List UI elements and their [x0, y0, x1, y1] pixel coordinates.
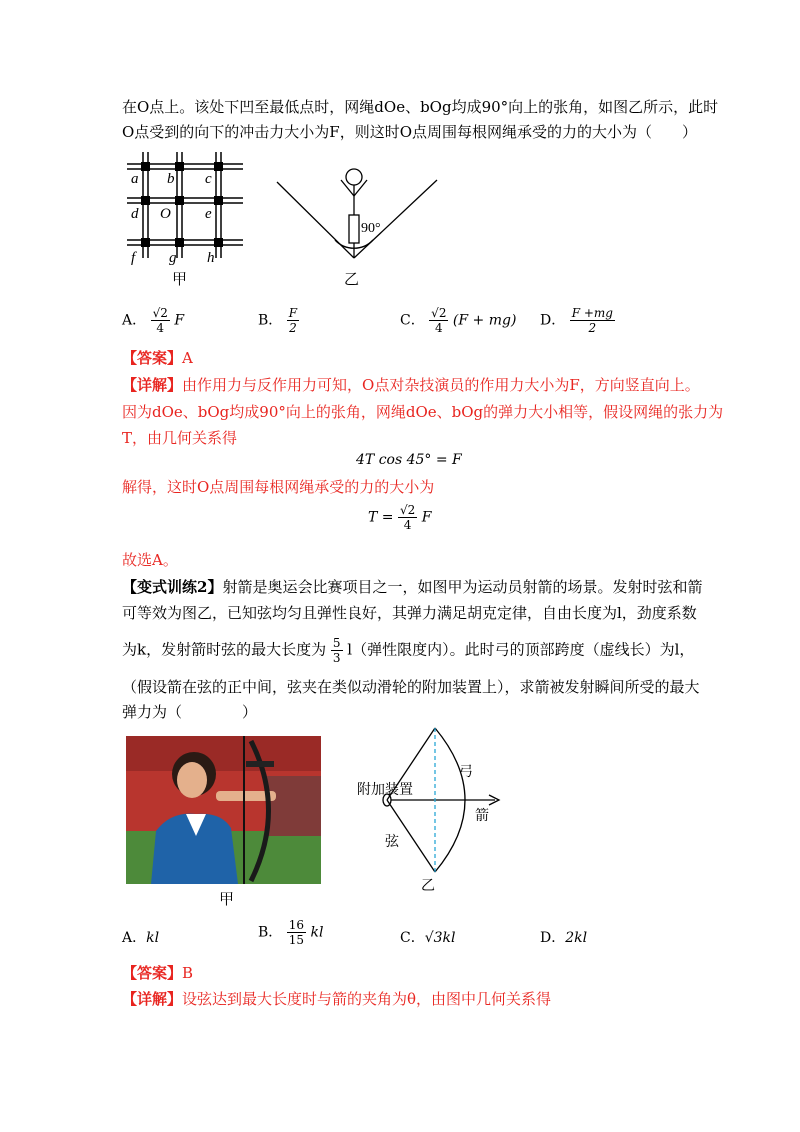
label-arrow: 箭	[475, 808, 489, 824]
detail1-line3: T，由几何关系得	[122, 429, 238, 447]
fig2-jia-caption: 甲	[219, 890, 235, 908]
figure-yi-bow	[355, 728, 525, 894]
q2-line4: （假设箭在弦的正中间，弦夹在类似动滑轮的附加装置上），求箭被发射瞬间所受的最大	[122, 678, 700, 696]
fig-yi-caption: 乙	[344, 270, 360, 288]
q2-line2: 可等效为图乙，已知弦均匀且弹性良好，其弹力满足胡克定律，自由长度为l，劲度系数	[122, 604, 697, 622]
detail2-line1: 【详解】设弦达到最大长度时与箭的夹角为θ，由图中几何关系得	[122, 990, 552, 1008]
label-attach: 附加装置	[357, 782, 413, 798]
q1-line2: O点受到的向下的冲击力大小为F，则这时O点周围每根网绳承受的力的大小为（ ）	[122, 123, 698, 141]
label-g: g	[169, 250, 177, 266]
detail1-line2: 因为dOe、bOg均成90°向上的张角，网绳dOe、bOg的弹力大小相等，假设网绳的张力为	[122, 403, 724, 421]
label-string: 弦	[385, 834, 399, 850]
angle-90: 90°	[361, 221, 381, 236]
q2-line5: 弹力为（ ）	[122, 703, 258, 721]
figure-yi-acrobat	[275, 160, 445, 270]
q1-line1: 在O点上。该处下凹至最低点时，网绳dOe、bOg均成90°向上的张角，如图乙所示，此时	[122, 98, 719, 116]
label-f: f	[131, 250, 136, 266]
answer1: 【答案】A	[122, 349, 193, 367]
option2-d[interactable]: D．2kl	[540, 930, 588, 946]
fig-jia-caption: 甲	[172, 270, 188, 288]
option1-c[interactable]: C． $\frac{√2}{4}$ (F + mg)	[400, 306, 517, 335]
q2-line3: 为k，发射箭时弦的最大长度为 $\frac{5}{3}$ l（弹性限度内）。此时弓的顶部跨度（虚线长）为l，	[122, 636, 695, 665]
option1-a[interactable]: A． $\frac{√2}{4}$ F	[122, 306, 185, 335]
label-a: a	[131, 171, 139, 187]
detail1-line4: 解得，这时O点周围每根网绳承受的力的大小为	[122, 478, 435, 496]
archer-photo	[126, 736, 321, 884]
label-bow: 弓	[459, 764, 473, 780]
option2-c[interactable]: C．√3kl	[400, 930, 456, 946]
fig2-yi-caption: 乙	[421, 878, 435, 894]
label-d: d	[131, 206, 139, 222]
answer2: 【答案】B	[122, 964, 194, 982]
label-c: c	[205, 171, 212, 187]
option1-b[interactable]: B． $\frac{F}{2}$	[258, 306, 298, 335]
label-e: e	[205, 206, 212, 222]
q2-line1: 【变式训练2】射箭是奥运会比赛项目之一，如图甲为运动员射箭的场景。发射时弦和箭	[122, 578, 703, 596]
figure-jia-net	[125, 150, 245, 275]
label-o: O	[160, 206, 171, 222]
detail1-line5: 故选A。	[122, 551, 178, 569]
equation-1: 4T cos 45° = F	[356, 452, 462, 468]
equation-2: T = $\frac{√2}{4}$ F	[368, 503, 432, 532]
option2-b[interactable]: B． $\frac{16}{15}$ kl	[258, 918, 324, 947]
option1-d[interactable]: D． $\frac{F +mg}{2}$	[540, 306, 613, 335]
detail1-line1: 【详解】由作用力与反作用力可知，O点对杂技演员的作用力大小为F，方向竖直向上。	[122, 376, 700, 394]
label-b: b	[167, 171, 175, 187]
label-h: h	[207, 250, 215, 266]
option2-a[interactable]: A．kl	[122, 930, 160, 946]
